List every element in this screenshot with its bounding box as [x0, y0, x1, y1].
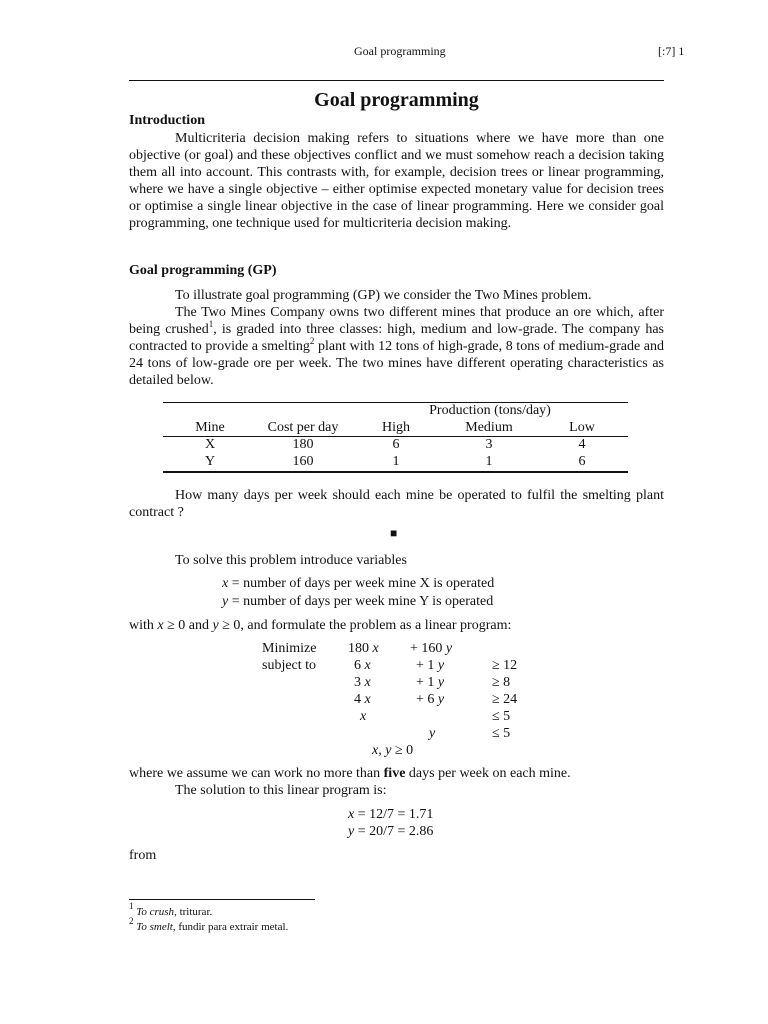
- lp-constraint-rhs: ≥ 12: [492, 658, 518, 673]
- lp-constraint-rhs: ≥ 8: [492, 675, 511, 690]
- running-header-title: Goal programming: [354, 44, 446, 58]
- lp-bound-x-var: x: [360, 709, 367, 724]
- formulate-sentence: with x ≥ 0 and y ≥ 0, and formulate the problem as a linear program:: [129, 618, 512, 633]
- var-y-definition: y = number of days per week mine Y is operated: [222, 594, 494, 609]
- header-rule: [129, 80, 664, 81]
- lp-nonnegativity: x, y ≥ 0: [372, 743, 414, 758]
- table-col-header: Mine: [195, 420, 225, 435]
- solution-intro: The solution to this linear program is:: [175, 783, 387, 798]
- assumption-sentence: where we assume we can work no more than five days per week on each mine.: [129, 766, 571, 781]
- table-col-header: High: [382, 420, 410, 435]
- gp-paragraph-2: The Two Mines Company owns two different mines that produce an ore which, after being crushed$^1$, is graded into three classes: high, medium and low-grade. The company has contracted to provide a smelting$^2$ plant with 12 tons of high-grade, 8 tons of medium-grade and 24 tons of low-grade ore per week. The two mines have different operating characteristics as detailed below.: [129, 305, 665, 388]
- lp-constraint-y: + 1 y: [416, 658, 445, 673]
- table-cell: 180: [292, 437, 314, 452]
- lp-constraint-x: 4 x: [354, 692, 371, 707]
- table-bottom-rule: [163, 471, 628, 473]
- table-col-header: Cost per day: [267, 420, 339, 435]
- intro-heading: Introduction: [129, 113, 205, 128]
- lp-bound-y-rhs: ≤ 5: [492, 726, 511, 741]
- lp-bound-x-rhs: ≤ 5: [492, 709, 511, 724]
- lp-constraint-y: + 1 y: [416, 675, 445, 690]
- end-of-problem-symbol: ■: [390, 526, 398, 540]
- footnote-ref-1: 1: [208, 319, 214, 329]
- table-cell: 1: [392, 454, 400, 469]
- table-cell: 1: [485, 454, 493, 469]
- table-cell: X: [204, 437, 216, 452]
- table-col-header: Low: [569, 420, 595, 435]
- lp-objective-y: + 160 y: [410, 641, 453, 656]
- solve-intro: To solve this problem introduce variables: [175, 553, 407, 568]
- from-text: from: [129, 848, 157, 863]
- page-title: Goal programming: [314, 89, 479, 111]
- lp-bound-y-var: y: [429, 726, 436, 741]
- solution-x: x = 12/7 = 1.71: [348, 807, 434, 822]
- lp-constraint-y: + 6 y: [416, 692, 445, 707]
- solution-y: y = 20/7 = 2.86: [348, 824, 434, 839]
- table-cell: 6: [578, 454, 586, 469]
- table-cell: Y: [204, 454, 216, 469]
- var-x-definition: x = number of days per week mine X is operated: [222, 576, 495, 591]
- footnote-rule: [129, 899, 315, 900]
- footnote-ref-2: 2: [309, 336, 315, 346]
- running-header-page: [:7] 1: [658, 44, 685, 58]
- gp-paragraph-1: To illustrate goal programming (GP) we consider the Two Mines problem.: [175, 288, 592, 303]
- lp-minimize-label: Minimize: [262, 641, 317, 656]
- lp-constraint-rhs: ≥ 24: [492, 692, 518, 707]
- table-col-header: Medium: [465, 420, 513, 435]
- footnote-2: $^2$ To smelt, fundir para extrair metal.: [129, 916, 289, 933]
- lp-objective-x: 180 x: [348, 641, 379, 656]
- table-cell: 6: [392, 437, 400, 452]
- table-cell: 160: [292, 454, 314, 469]
- table-cell: 3: [485, 437, 493, 452]
- table-cell: 4: [578, 437, 586, 452]
- lp-constraint-x: 3 x: [354, 675, 371, 690]
- footnote-1: $^1$ To crush, triturar.: [129, 901, 213, 918]
- intro-paragraph: Multicriteria decision making refers to situations where we have more than one objective (or goal) and these objectives conflict and we must somehow reach a decision taking them all into account. This contrasts with, for example, decision trees or linear programming, where we have a single objective – either optimise expected monetary value for decision trees or optimise a single linear objective in the case of linear programming. Here we consider goal programming, one technique used for multicriteria decision making.: [129, 131, 664, 231]
- lp-constraint-x: 6 x: [354, 658, 371, 673]
- table-group-header: Production (tons/day): [429, 403, 551, 418]
- lp-subject-to-label: subject to: [262, 658, 317, 673]
- question-paragraph: How many days per week should each mine be operated to fulfil the smelting plant contract ?: [129, 488, 664, 520]
- gp-heading: Goal programming (GP): [129, 263, 277, 278]
